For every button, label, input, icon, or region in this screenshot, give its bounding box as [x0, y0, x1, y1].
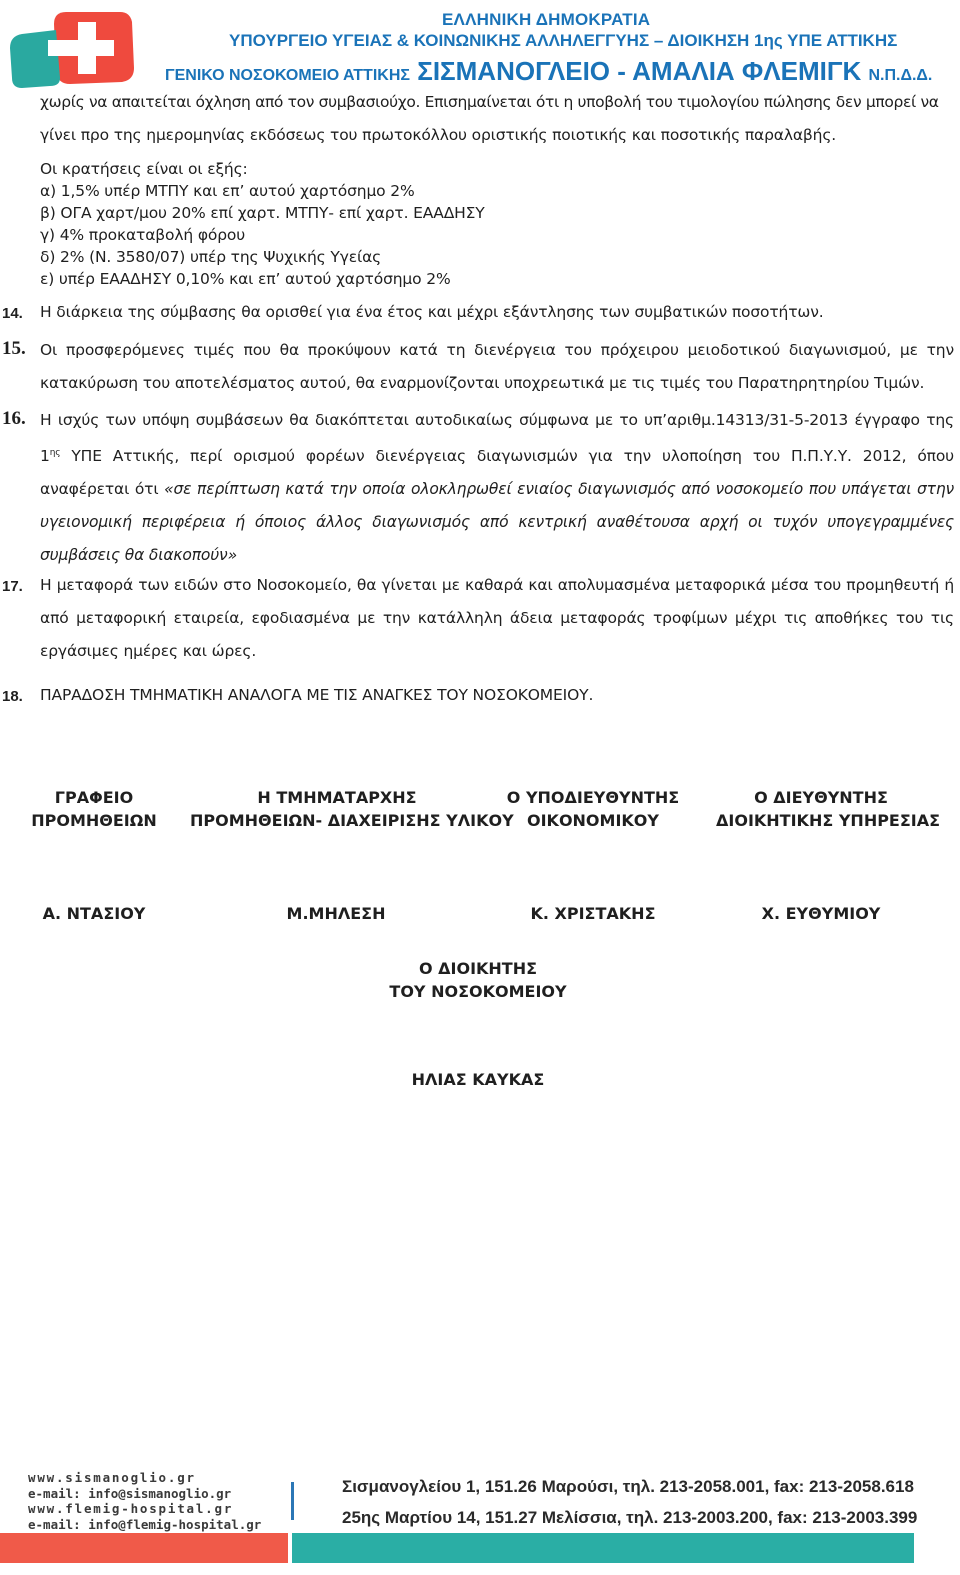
item-16-superscript: ης	[49, 448, 61, 458]
signature-role	[716, 786, 941, 832]
deductions-heading: Οι κρατήσεις είναι οι εξής:	[40, 160, 248, 178]
address-sismanoglio: Σισμανογλείου 1, 151.26 Μαρούσι, τηλ. 213-2058.001, fax: 213-2058.618	[342, 1477, 914, 1496]
footer-contacts	[28, 1470, 261, 1532]
role-line: ΤΟΥ ΝΟΣΟΚΟΜΕΙΟΥ	[389, 982, 567, 1001]
item-16-text-b: ΥΠΕ Αττικής, περί ορισμού φορέων διενέργειας διαγωνισμών για την υλοποίηση του Π.Π.Υ.Υ. 2012, όπου αναφέρεται ότι	[40, 447, 954, 499]
item-number: 17.	[2, 578, 23, 595]
item-16-quote: «σε περίπτωση κατά την οποία ολοκληρωθεί ενιαίος διαγωνισμός από νοσοκομείο που υπάγεται στην υγειονομική περιφέρεια ή όποιος άλλος διαγωνισμός από κεντρική αναθέτουσα αρχή οι τυχόν υπογεγραμμένες συμβάσεις θα διακοπούν»	[40, 480, 955, 565]
footer-divider	[291, 1482, 294, 1520]
item-number: 15.	[2, 338, 26, 359]
header-hospital-suffix: Ν.Π.Δ.Δ.	[868, 67, 933, 84]
email-link[interactable]: e-mail: info@sismanoglio.gr	[28, 1485, 232, 1501]
header-country: ΕΛΛΗΝΙΚΗ ΔΗΜΟΚΡΑΤΙΑ	[442, 10, 651, 29]
header-hospital-prefix: ΓΕΝΙΚΟ ΝΟΣΟΚΟΜΕΙΟ ΑΤΤΙΚΗΣ	[165, 67, 410, 84]
header-hospital	[165, 56, 932, 87]
role-line: Ο ΔΙΟΙΚΗΤΗΣ	[418, 959, 538, 978]
item-16-text-a: Η ισχύς των υπόψη συμβάσεων θα διακόπτεται αυτοδικαίως σύμφωνα με το υπ’αριθμ.14313/31-5-2013 έγγραφο της 1	[40, 411, 954, 466]
item-text: Η διάρκεια της σύμβασης θα ορισθεί για ένα έτος και μέχρι εξάντλησης των συμβατικών ποσοτήτων.	[40, 303, 824, 321]
role-line: ΓΡΑΦΕΙΟ	[54, 788, 134, 807]
footer-bar-red	[0, 1533, 288, 1563]
signatory-name: Α. ΝΤΑΣΙΟΥ	[42, 904, 146, 923]
deduction-item: γ) 4% προκαταβολή φόρου	[40, 226, 246, 244]
item-text: ΠΑΡΑΔΟΣΗ ΤΜΗΜΑΤΙΚΗ ΑΝΑΛΟΓΑ ΜΕ ΤΙΣ ΑΝΑΓΚΕΣ ΤΟΥ ΝΟΣΟΚΟΜΕΙΟΥ.	[40, 686, 594, 704]
item-number: 18.	[2, 688, 23, 705]
signature-role	[190, 786, 514, 832]
item-number: 16.	[2, 408, 26, 429]
address-flemig: 25ης Μαρτίου 14, 151.27 Μελίσσια, τηλ. 213-2003.200, fax: 213-2003.399	[342, 1508, 918, 1527]
footer-bar-teal	[292, 1533, 914, 1563]
letterhead	[0, 0, 960, 92]
role-line: ΠΡΟΜΗΘΕΙΩΝ	[31, 811, 157, 830]
signature-role	[20, 786, 168, 832]
continuation-line-1: χωρίς να απαιτείται όχληση από τον συμβασιούχο. Επισημαίνεται ότι η υποβολή του τιμολογίου πώλησης δεν μπορεί να	[40, 93, 939, 111]
continuation-line-2: γίνει προ της ημερομηνίας εκδόσεως του πρωτοκόλλου οριστικής ποιοτικής και ποσοτικής παραλαβής.	[40, 126, 837, 144]
email-link[interactable]: e-mail: info@flemig-hospital.gr	[28, 1516, 262, 1532]
role-line: ΠΡΟΜΗΘΕΙΩΝ- ΔΙΑΧΕΙΡΙΣΗΣ ΥΛΙΚΟΥ	[190, 811, 514, 830]
role-line: Ο ΔΙΕΥΘΥΝΤΗΣ	[754, 788, 888, 807]
role-line: ΟΙΚΟΝΟΜΙΚΟΥ	[526, 811, 659, 830]
item-number: 14.	[2, 305, 23, 322]
item-text-16	[40, 404, 954, 572]
header-ministry: ΥΠΟΥΡΓΕΙΟ ΥΓΕΙΑΣ & ΚΟΙΝΩΝΙΚΗΣ ΑΛΛΗΛΕΓΓΥΗΣ – ΔΙΟΙΚΗΣΗ 1ης ΥΠΕ ΑΤΤΙΚΗΣ	[229, 31, 898, 50]
role-line: Η ΤΜΗΜΑΤΑΡΧΗΣ	[257, 788, 417, 807]
director-role	[380, 957, 576, 1003]
deduction-item: ε) υπέρ ΕΑΑΔΗΣΥ 0,10% και επ’ αυτού χαρτόσημο 2%	[40, 270, 451, 288]
website-link[interactable]: www.sismanoglio.gr	[28, 1470, 196, 1485]
item-text: Η μεταφορά των ειδών στο Νοσοκομείο, θα γίνεται με καθαρά και απολυμασμένα μεταφορικά μέσα του προμηθευτή ή από μεταφορική εταιρεία, εφοδιασμένα με την κατάλληλη άδεια μεταφοράς τροφίμων μέχρι τις αποθήκες του τις εργάσιμες ημέρες και ώρες.	[40, 576, 954, 660]
deduction-item: α) 1,5% υπέρ ΜΤΠΥ και επ’ αυτού χαρτόσημο 2%	[40, 182, 415, 200]
role-line: ΔΙΟΙΚΗΤΙΚΗΣ ΥΠΗΡΕΣΙΑΣ	[716, 811, 941, 830]
signatory-name: Μ.ΜΗΛΕΣΗ	[286, 904, 386, 923]
header-hospital-name: ΣΙΣΜΑΝΟΓΛΕΙΟ - ΑΜΑΛΙΑ ΦΛΕΜΙΓΚ	[417, 56, 862, 86]
hospital-cross-logo	[8, 8, 136, 90]
signature-role	[505, 786, 681, 832]
website-link[interactable]: www.flemig-hospital.gr	[28, 1501, 234, 1516]
signatory-name: Κ. ΧΡΙΣΤΑΚΗΣ	[530, 904, 656, 923]
role-line: Ο ΥΠΟΔΙΕΥΘΥΝΤΗΣ	[506, 788, 680, 807]
item-text: Οι προσφερόμενες τιμές που θα προκύψουν κατά τη διενέργεια του πρόχειρου μειοδοτικού διαγωνισμού, με την κατακύρωση του αποτελέσματος αυτού, θα εναρμονίζονται υποχρεωτικά με τις τιμές του Παρατηρητηρίου Τιμών.	[40, 341, 954, 392]
deduction-item: δ) 2% (Ν. 3580/07) υπέρ της Ψυχικής Υγείας	[40, 248, 382, 266]
deduction-item: β) ΟΓΑ χαρτ/μου 20% επί χαρτ. ΜΤΠΥ- επί χαρτ. ΕΑΑΔΗΣΥ	[40, 204, 485, 222]
signatory-name: Χ. ΕΥΘΥΜΙΟΥ	[761, 904, 881, 923]
director-name: ΗΛΙΑΣ ΚΑΥΚΑΣ	[411, 1070, 545, 1089]
